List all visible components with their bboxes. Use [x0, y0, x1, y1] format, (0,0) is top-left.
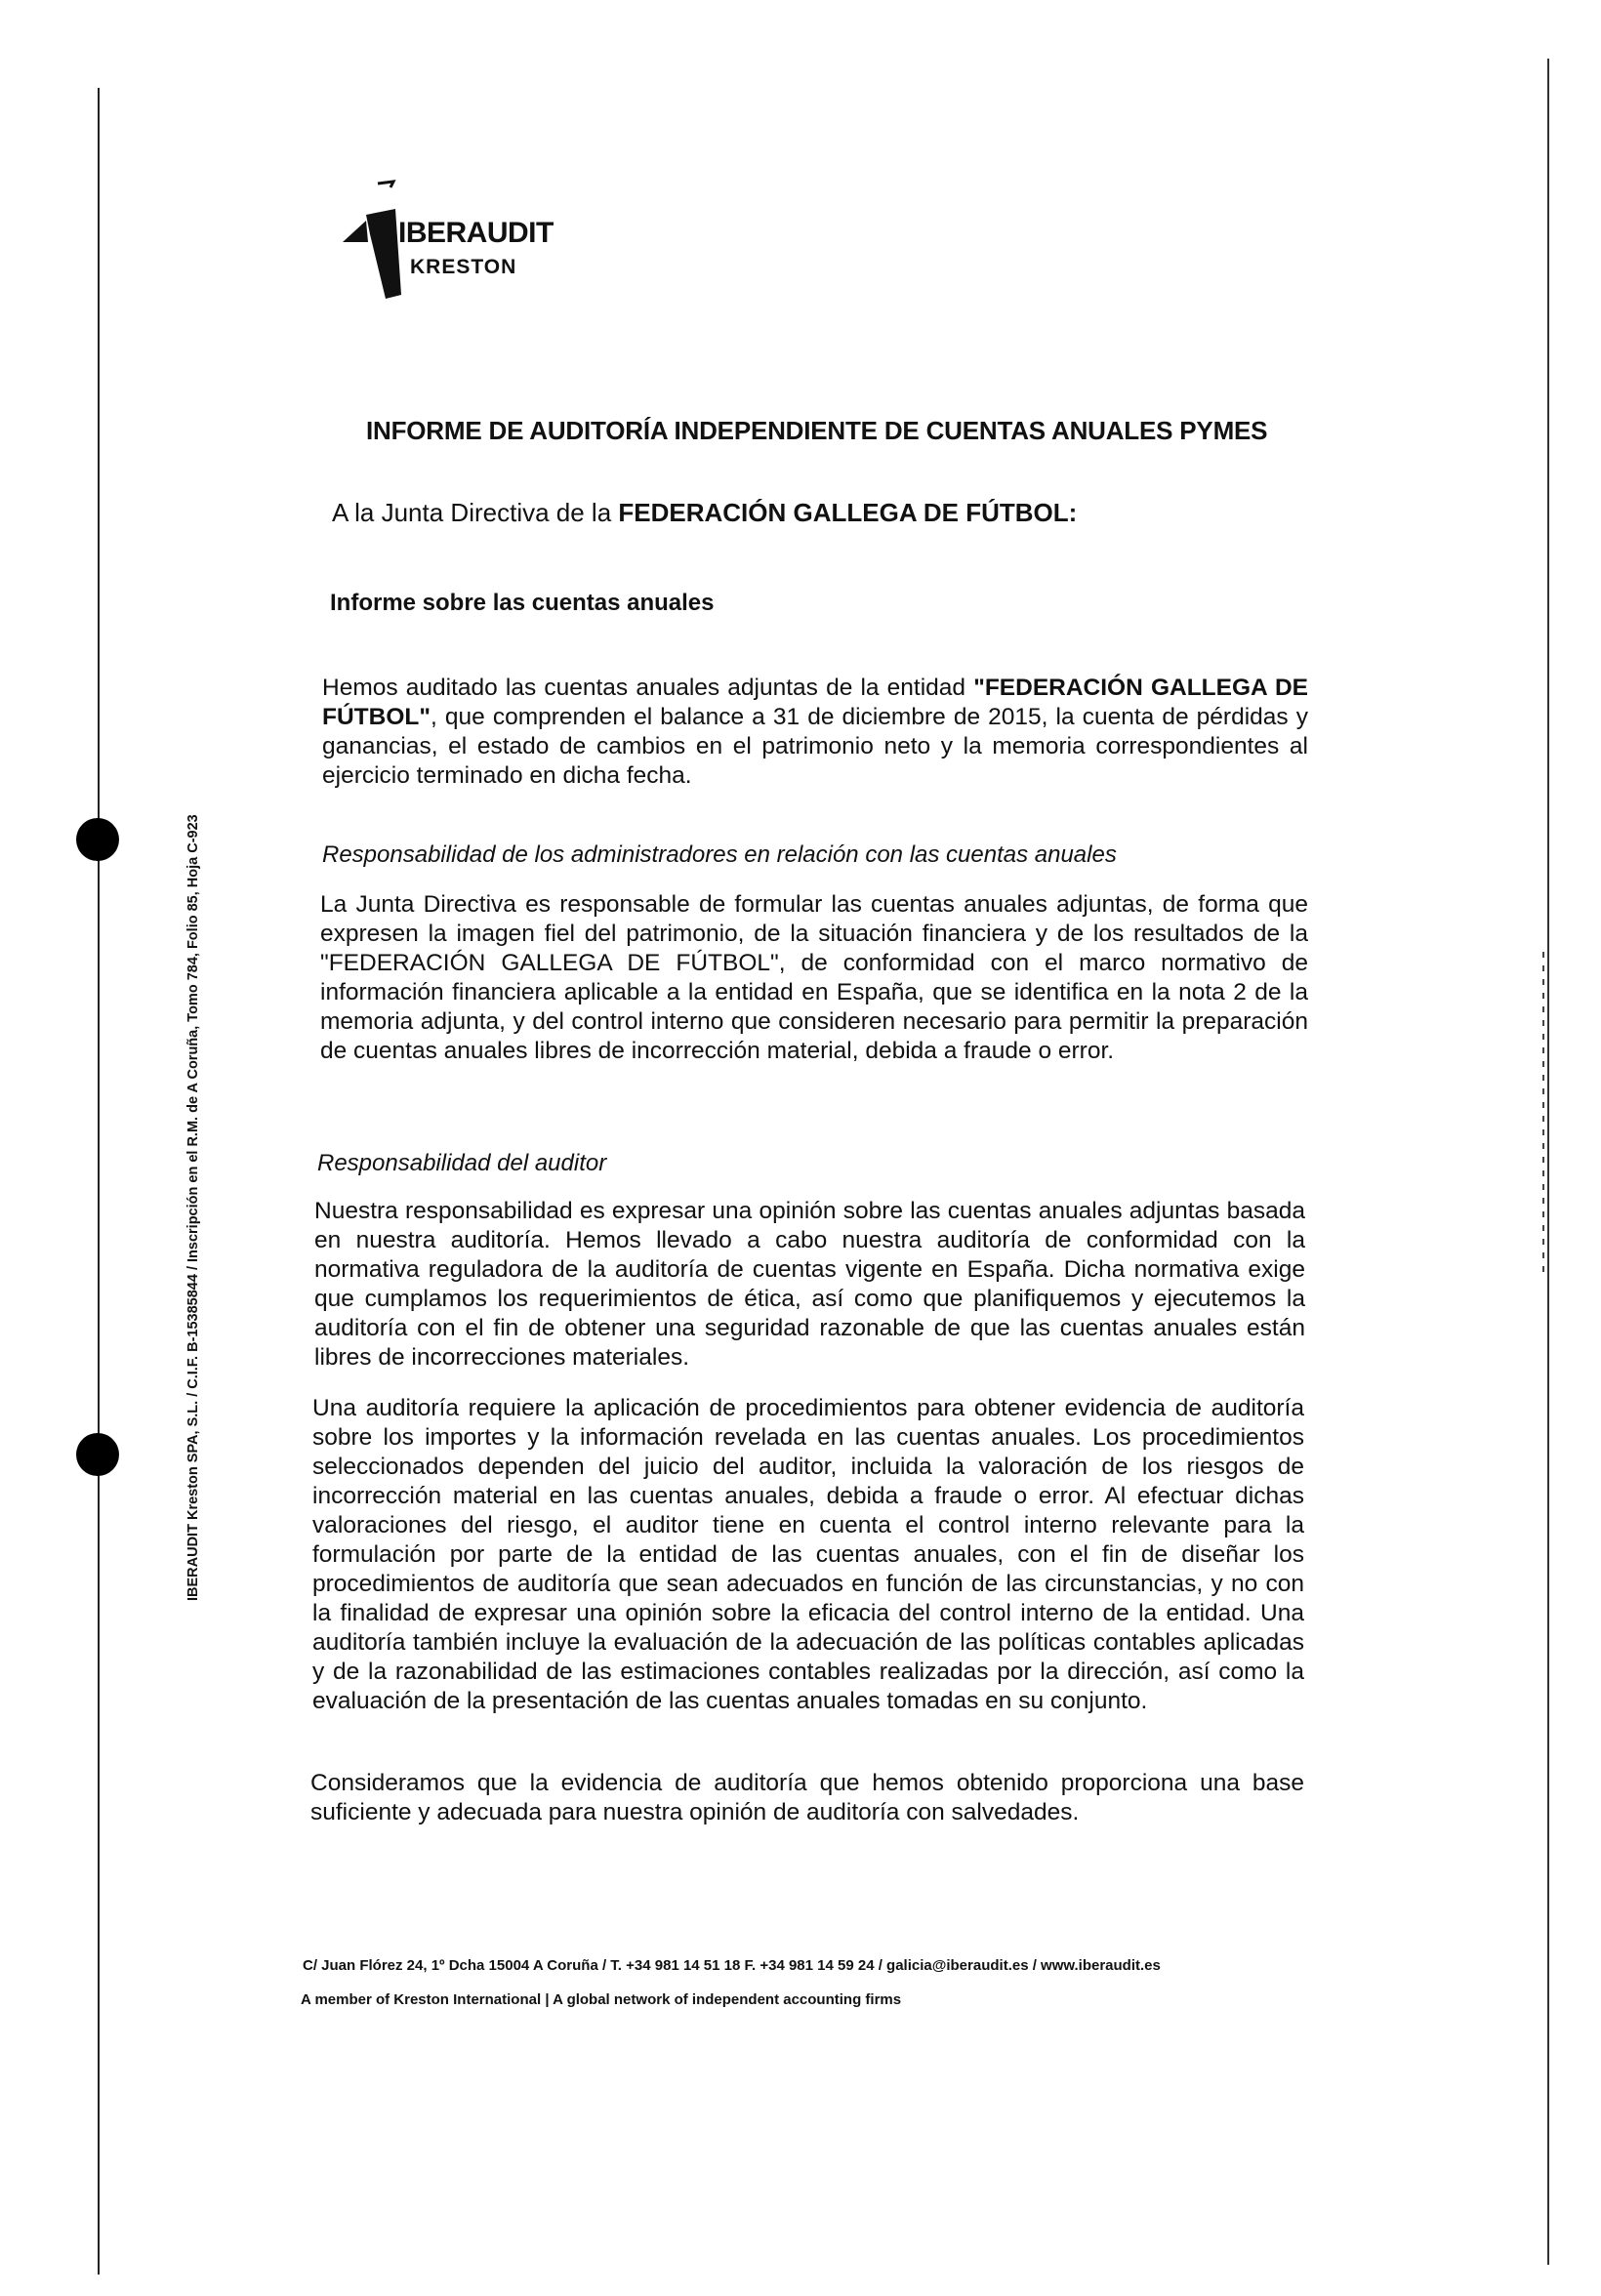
paragraph-intro-entity: "FEDERACIÓN GALLEGA DE FÚTBOL"	[322, 675, 1308, 730]
paragraph-evidence: Consideramos que la evidencia de auditoría que hemos obtenido proporciona una base suficiente y adecuada para nuestra opinión de auditoría con salvedades.	[310, 1770, 1304, 1825]
paragraph-intro-part-b: , que comprenden el balance a 31 de diciembre de 2015, la cuenta de pérdidas y ganancias, el estado de cambios en el patrimonio neto y la memoria correspondientes al ejercicio terminado en dicha fecha.	[322, 704, 1308, 789]
section-heading: Informe sobre las cuentas anuales	[330, 590, 715, 616]
paragraph-administrators: La Junta Directiva es responsable de formular las cuentas anuales adjuntas, de forma que expresen la imagen fiel del patrimonio, de la situación financiera y de los resultados de la "FEDERACIÓN GALLEGA DE FÚTBOL", de conformidad con el marco normativo de información financiera aplicable a la entidad en España, que se identifica en la nota 2 de la memoria adjunta, y del control interno que consideren necesario para permitir la preparación de cuentas anuales libres de incorrección material, debida a fraude o error.	[320, 891, 1308, 1064]
scan-edge-left	[98, 88, 100, 2275]
registry-side-text: IBERAUDIT Kreston SPA, S.L. / C.I.F. B-15385844 / Inscripción en el R.M. de A Coruña, Tomo 784, Folio 85, Hoja C-923	[185, 814, 201, 1601]
addressee-prefix: A la Junta Directiva de la	[332, 498, 612, 527]
addressee-line	[332, 498, 1077, 528]
scan-edge-right-dashes	[1542, 952, 1544, 1274]
addressee-entity: FEDERACIÓN GALLEGA DE FÚTBOL:	[618, 498, 1078, 527]
paragraph-intro	[322, 674, 1308, 791]
subheading-auditor: Responsabilidad del auditor	[317, 1150, 607, 1176]
report-title: INFORME DE AUDITORÍA INDEPENDIENTE DE CUENTAS ANUALES PYMES	[366, 416, 1268, 445]
scan-edge-right	[1547, 59, 1549, 2265]
punch-hole-top	[76, 818, 119, 861]
logo-subwordmark: KRESTON	[410, 256, 517, 278]
logo-wordmark: IBERAUDIT	[398, 217, 554, 249]
paragraph-intro-part-a: Hemos auditado las cuentas anuales adjuntas de la entidad	[322, 675, 974, 701]
footer-network: A member of Kreston International | A global network of independent accounting firms	[301, 1991, 902, 2008]
punch-hole-bottom	[76, 1433, 119, 1476]
paragraph-auditor-responsibility: Nuestra responsabilidad es expresar una opinión sobre las cuentas anuales adjuntas basada en nuestra auditoría. Hemos llevado a cabo nuestra auditoría de conformidad con la normativa reguladora de la auditoría de cuentas vigente en España. Dicha normativa exige que cumplamos los requerimientos de ética, así como que planifiquemos y ejecutemos la auditoría con el fin de obtener una seguridad razonable de que las cuentas anuales están libres de incorrecciones materiales.	[314, 1198, 1305, 1371]
subheading-administrators: Responsabilidad de los administradores en relación con las cuentas anuales	[322, 841, 1117, 868]
footer-address: C/ Juan Flórez 24, 1º Dcha 15004 A Coruña / T. +34 981 14 51 18 F. +34 981 14 59 24 / galicia@iberaudit.es / www.iberaudit.es	[303, 1957, 1161, 1974]
paragraph-audit-procedures: Una auditoría requiere la aplicación de procedimientos para obtener evidencia de auditoría sobre los importes y la información revelada en las cuentas anuales. Los procedimientos seleccionados dependen del juicio del auditor, incluida la valoración de los riesgos de incorrección material en las cuentas anuales, debida a fraude o error. Al efectuar dichas valoraciones del riesgo, el auditor tiene en cuenta el control interno relevante para la formulación por parte de la entidad de las cuentas anuales, con el fin de diseñar los procedimientos de auditoría que sean adecuados en función de las circunstancias, y no con la finalidad de expresar una opinión sobre la eficacia del control interno de la entidad. Una auditoría también incluye la evaluación de la adecuación de las políticas contables aplicadas y de la razonabilidad de las estimaciones contables realizadas por la dirección, así como la evaluación de la presentación de las cuentas anuales tomadas en su conjunto.	[312, 1395, 1304, 1714]
